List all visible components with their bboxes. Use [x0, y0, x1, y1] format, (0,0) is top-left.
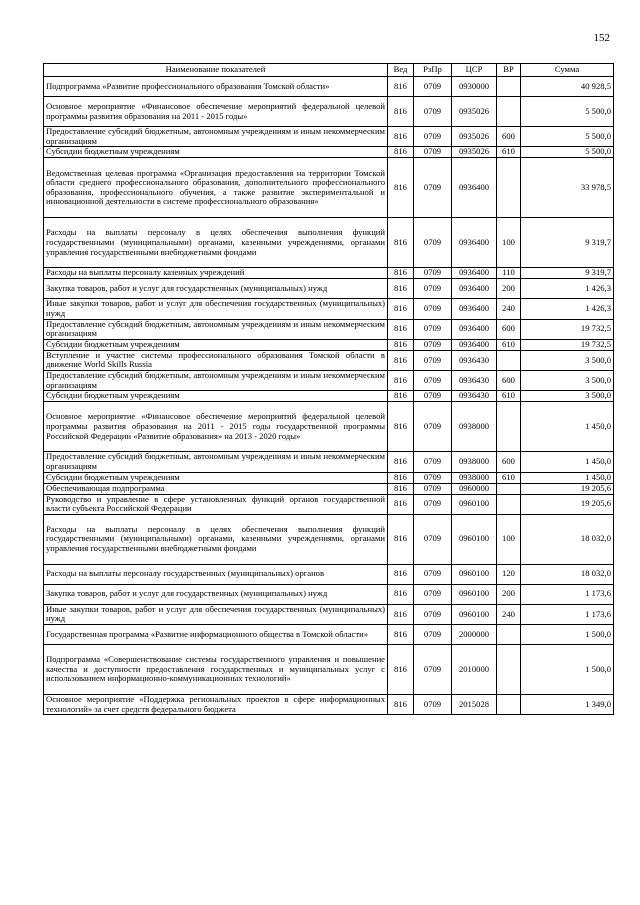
cell-csr: 0935026	[452, 147, 497, 158]
cell-rzpr: 0709	[414, 604, 452, 624]
cell-sum: 19 205,6	[521, 483, 614, 494]
header-vr: ВР	[497, 64, 521, 77]
cell-name: Предоставление субсидий бюджетным, автономным учреждениям и иным некоммерческим организациям	[44, 371, 388, 391]
cell-csr: 0935026	[452, 97, 497, 127]
cell-rzpr: 0709	[414, 319, 452, 339]
cell-csr: 0960100	[452, 604, 497, 624]
cell-ved: 816	[388, 279, 414, 299]
table-row	[44, 604, 614, 624]
cell-ved: 816	[388, 350, 414, 370]
cell-vr	[497, 350, 521, 370]
cell-ved: 816	[388, 645, 414, 695]
cell-vr: 610	[497, 472, 521, 483]
table-row	[44, 695, 614, 715]
cell-vr	[497, 483, 521, 494]
cell-ved: 816	[388, 564, 414, 584]
cell-ved: 816	[388, 371, 414, 391]
cell-sum: 3 500,0	[521, 350, 614, 370]
cell-name: Закупка товаров, работ и услуг для государственных (муниципальных) нужд	[44, 279, 388, 299]
cell-sum: 1 450,0	[521, 402, 614, 452]
cell-name: Закупка товаров, работ и услуг для государственных (муниципальных) нужд	[44, 584, 388, 604]
cell-vr: 200	[497, 279, 521, 299]
cell-rzpr: 0709	[414, 483, 452, 494]
cell-csr: 0938000	[452, 472, 497, 483]
cell-name: Предоставление субсидий бюджетным, автономным учреждениям и иным некоммерческим организациям	[44, 127, 388, 147]
header-rzpr: РзПр	[414, 64, 452, 77]
cell-ved: 816	[388, 339, 414, 350]
cell-sum: 1 450,0	[521, 452, 614, 472]
table-row	[44, 319, 614, 339]
cell-csr: 0936400	[452, 158, 497, 218]
cell-name: Предоставление субсидий бюджетным, автономным учреждениям и иным некоммерческим организациям	[44, 452, 388, 472]
cell-rzpr: 0709	[414, 97, 452, 127]
table-row	[44, 472, 614, 483]
cell-ved: 816	[388, 604, 414, 624]
cell-csr: 0960100	[452, 564, 497, 584]
budget-table	[43, 63, 614, 715]
cell-sum: 19 205,6	[521, 494, 614, 514]
cell-vr	[497, 77, 521, 97]
cell-csr: 2010000	[452, 645, 497, 695]
cell-vr	[497, 494, 521, 514]
cell-rzpr: 0709	[414, 584, 452, 604]
cell-sum: 1 426,3	[521, 299, 614, 319]
cell-ved: 816	[388, 402, 414, 452]
cell-ved: 816	[388, 483, 414, 494]
cell-name: Подпрограмма «Развитие профессионального образования Томской области»	[44, 77, 388, 97]
cell-rzpr: 0709	[414, 625, 452, 645]
cell-rzpr: 0709	[414, 371, 452, 391]
cell-name: Расходы на выплаты персоналу в целях обеспечения выполнения функций государственными (муниципальными) органами, казенными учреждениями, органами управления государственными внебюджетными фондами	[44, 514, 388, 564]
page-number: 152	[593, 32, 610, 44]
cell-rzpr: 0709	[414, 514, 452, 564]
table-row	[44, 350, 614, 370]
cell-name: Расходы на выплаты персоналу в целях обеспечения выполнения функций государственными (муниципальными) органами, казенными учреждениями, органами управления государственными внебюджетными фондами	[44, 218, 388, 268]
table-row	[44, 625, 614, 645]
cell-csr: 0960000	[452, 483, 497, 494]
table-row	[44, 402, 614, 452]
cell-sum: 18 032,0	[521, 514, 614, 564]
cell-name: Основное мероприятие «Поддержка региональных проектов в сфере информационных технологий» за счет средств федерального бюджета	[44, 695, 388, 715]
cell-rzpr: 0709	[414, 695, 452, 715]
cell-name: Субсидии бюджетным учреждениям	[44, 339, 388, 350]
cell-name: Расходы на выплаты персоналу государственных (муниципальных) органов	[44, 564, 388, 584]
cell-rzpr: 0709	[414, 645, 452, 695]
cell-ved: 816	[388, 268, 414, 279]
cell-vr: 600	[497, 371, 521, 391]
cell-vr: 240	[497, 299, 521, 319]
cell-vr: 600	[497, 127, 521, 147]
cell-sum: 19 732,5	[521, 319, 614, 339]
cell-sum: 33 978,5	[521, 158, 614, 218]
cell-csr: 0936400	[452, 319, 497, 339]
cell-rzpr: 0709	[414, 127, 452, 147]
cell-rzpr: 0709	[414, 77, 452, 97]
cell-vr: 600	[497, 452, 521, 472]
cell-csr: 2000000	[452, 625, 497, 645]
cell-vr: 610	[497, 339, 521, 350]
cell-csr: 0936400	[452, 279, 497, 299]
cell-rzpr: 0709	[414, 452, 452, 472]
cell-ved: 816	[388, 218, 414, 268]
cell-sum: 5 500,0	[521, 97, 614, 127]
cell-vr: 120	[497, 564, 521, 584]
table-row	[44, 158, 614, 218]
cell-ved: 816	[388, 494, 414, 514]
table-row	[44, 97, 614, 127]
cell-rzpr: 0709	[414, 299, 452, 319]
cell-csr: 0936400	[452, 218, 497, 268]
header-csr: ЦСР	[452, 64, 497, 77]
cell-csr: 0936400	[452, 268, 497, 279]
cell-vr	[497, 695, 521, 715]
cell-ved: 816	[388, 147, 414, 158]
table-row	[44, 218, 614, 268]
table-row	[44, 494, 614, 514]
cell-vr: 100	[497, 218, 521, 268]
cell-ved: 816	[388, 472, 414, 483]
cell-ved: 816	[388, 77, 414, 97]
table-row	[44, 127, 614, 147]
cell-sum: 18 032,0	[521, 564, 614, 584]
cell-rzpr: 0709	[414, 147, 452, 158]
cell-csr: 0938000	[452, 452, 497, 472]
cell-ved: 816	[388, 514, 414, 564]
table-row	[44, 147, 614, 158]
cell-rzpr: 0709	[414, 218, 452, 268]
cell-sum: 9 319,7	[521, 218, 614, 268]
cell-vr: 610	[497, 391, 521, 402]
cell-ved: 816	[388, 625, 414, 645]
cell-sum: 9 319,7	[521, 268, 614, 279]
cell-name: Руководство и управление в сфере установленных функций органов государственной власти субъекта Российской Федерации	[44, 494, 388, 514]
cell-sum: 1 173,6	[521, 604, 614, 624]
cell-rzpr: 0709	[414, 564, 452, 584]
cell-csr: 2015028	[452, 695, 497, 715]
cell-csr: 0960100	[452, 584, 497, 604]
cell-name: Субсидии бюджетным учреждениям	[44, 147, 388, 158]
table-row	[44, 564, 614, 584]
cell-name: Предоставление субсидий бюджетным, автономным учреждениям и иным некоммерческим организациям	[44, 319, 388, 339]
table-row	[44, 268, 614, 279]
header-ved: Вед	[388, 64, 414, 77]
cell-sum: 40 928,5	[521, 77, 614, 97]
cell-name: Иные закупки товаров, работ и услуг для обеспечения государственных (муниципальных) нужд	[44, 604, 388, 624]
cell-name: Основное мероприятие «Финансовое обеспечение мероприятий федеральной целевой программы развития образования на 2011 - 2015 годы»	[44, 97, 388, 127]
cell-rzpr: 0709	[414, 279, 452, 299]
cell-sum: 1 450,0	[521, 472, 614, 483]
cell-csr: 0930000	[452, 77, 497, 97]
cell-rzpr: 0709	[414, 350, 452, 370]
cell-sum: 3 500,0	[521, 371, 614, 391]
cell-ved: 816	[388, 452, 414, 472]
table-row	[44, 279, 614, 299]
cell-ved: 816	[388, 299, 414, 319]
cell-sum: 1 349,0	[521, 695, 614, 715]
cell-ved: 816	[388, 391, 414, 402]
cell-sum: 1 500,0	[521, 645, 614, 695]
cell-csr: 0935026	[452, 127, 497, 147]
table-row	[44, 584, 614, 604]
cell-sum: 3 500,0	[521, 391, 614, 402]
table-row	[44, 371, 614, 391]
cell-sum: 1 500,0	[521, 625, 614, 645]
cell-rzpr: 0709	[414, 268, 452, 279]
table-row	[44, 645, 614, 695]
cell-vr	[497, 97, 521, 127]
cell-sum: 5 500,0	[521, 127, 614, 147]
cell-sum: 5 500,0	[521, 147, 614, 158]
cell-ved: 816	[388, 127, 414, 147]
cell-csr: 0936430	[452, 391, 497, 402]
cell-name: Основное мероприятие «Финансовое обеспечение мероприятий федеральной целевой программы развития образования на 2011 - 2015 годы государственной программы Российской Федерации «Развитие образования» на 2013 - 2020 годы»	[44, 402, 388, 452]
cell-ved: 816	[388, 97, 414, 127]
table-body	[44, 77, 614, 715]
cell-rzpr: 0709	[414, 391, 452, 402]
table-header	[44, 64, 614, 77]
cell-vr: 600	[497, 319, 521, 339]
cell-csr: 0938000	[452, 402, 497, 452]
table-row	[44, 339, 614, 350]
cell-sum: 1 426,3	[521, 279, 614, 299]
cell-csr: 0960100	[452, 494, 497, 514]
cell-ved: 816	[388, 319, 414, 339]
cell-vr: 240	[497, 604, 521, 624]
header-sum: Сумма	[521, 64, 614, 77]
cell-csr: 0936400	[452, 299, 497, 319]
header-name: Наименование показателей	[44, 64, 388, 77]
cell-name: Обеспечивающая подпрограмма	[44, 483, 388, 494]
cell-vr: 200	[497, 584, 521, 604]
cell-vr: 110	[497, 268, 521, 279]
cell-name: Государственная программа «Развитие информационного общества в Томской области»	[44, 625, 388, 645]
table-row	[44, 452, 614, 472]
cell-rzpr: 0709	[414, 494, 452, 514]
cell-name: Иные закупки товаров, работ и услуг для обеспечения государственных (муниципальных) нужд	[44, 299, 388, 319]
table-row	[44, 391, 614, 402]
cell-csr: 0936430	[452, 371, 497, 391]
cell-vr: 610	[497, 147, 521, 158]
cell-vr: 100	[497, 514, 521, 564]
table-row	[44, 514, 614, 564]
cell-csr: 0936400	[452, 339, 497, 350]
cell-rzpr: 0709	[414, 339, 452, 350]
cell-name: Субсидии бюджетным учреждениям	[44, 391, 388, 402]
cell-vr	[497, 402, 521, 452]
cell-name: Вступление и участие системы профессионального образования Томской области в движение World Skills Russia	[44, 350, 388, 370]
cell-rzpr: 0709	[414, 158, 452, 218]
table-row	[44, 299, 614, 319]
cell-ved: 816	[388, 158, 414, 218]
cell-sum: 1 173,6	[521, 584, 614, 604]
cell-name: Ведомственная целевая программа «Организация предоставления на территории Томской области среднего профессионального образования, дополнительного профессионального образования, профессионального обучения, а также развитие экспериментальной и инновационной деятельности в системе профессионального образования»	[44, 158, 388, 218]
cell-ved: 816	[388, 584, 414, 604]
cell-sum: 19 732,5	[521, 339, 614, 350]
cell-name: Субсидии бюджетным учреждениям	[44, 472, 388, 483]
cell-vr	[497, 625, 521, 645]
cell-name: Расходы на выплаты персоналу казенных учреждений	[44, 268, 388, 279]
cell-vr	[497, 158, 521, 218]
cell-vr	[497, 645, 521, 695]
cell-name: Подпрограмма «Совершенствование системы государственного управления и повышение качества и доступности предоставления государственных и муниципальных услуг с использованием информационно-коммуникационных технологий»	[44, 645, 388, 695]
cell-rzpr: 0709	[414, 472, 452, 483]
cell-csr: 0960100	[452, 514, 497, 564]
table-row	[44, 77, 614, 97]
table-row	[44, 483, 614, 494]
cell-csr: 0936430	[452, 350, 497, 370]
cell-rzpr: 0709	[414, 402, 452, 452]
cell-ved: 816	[388, 695, 414, 715]
